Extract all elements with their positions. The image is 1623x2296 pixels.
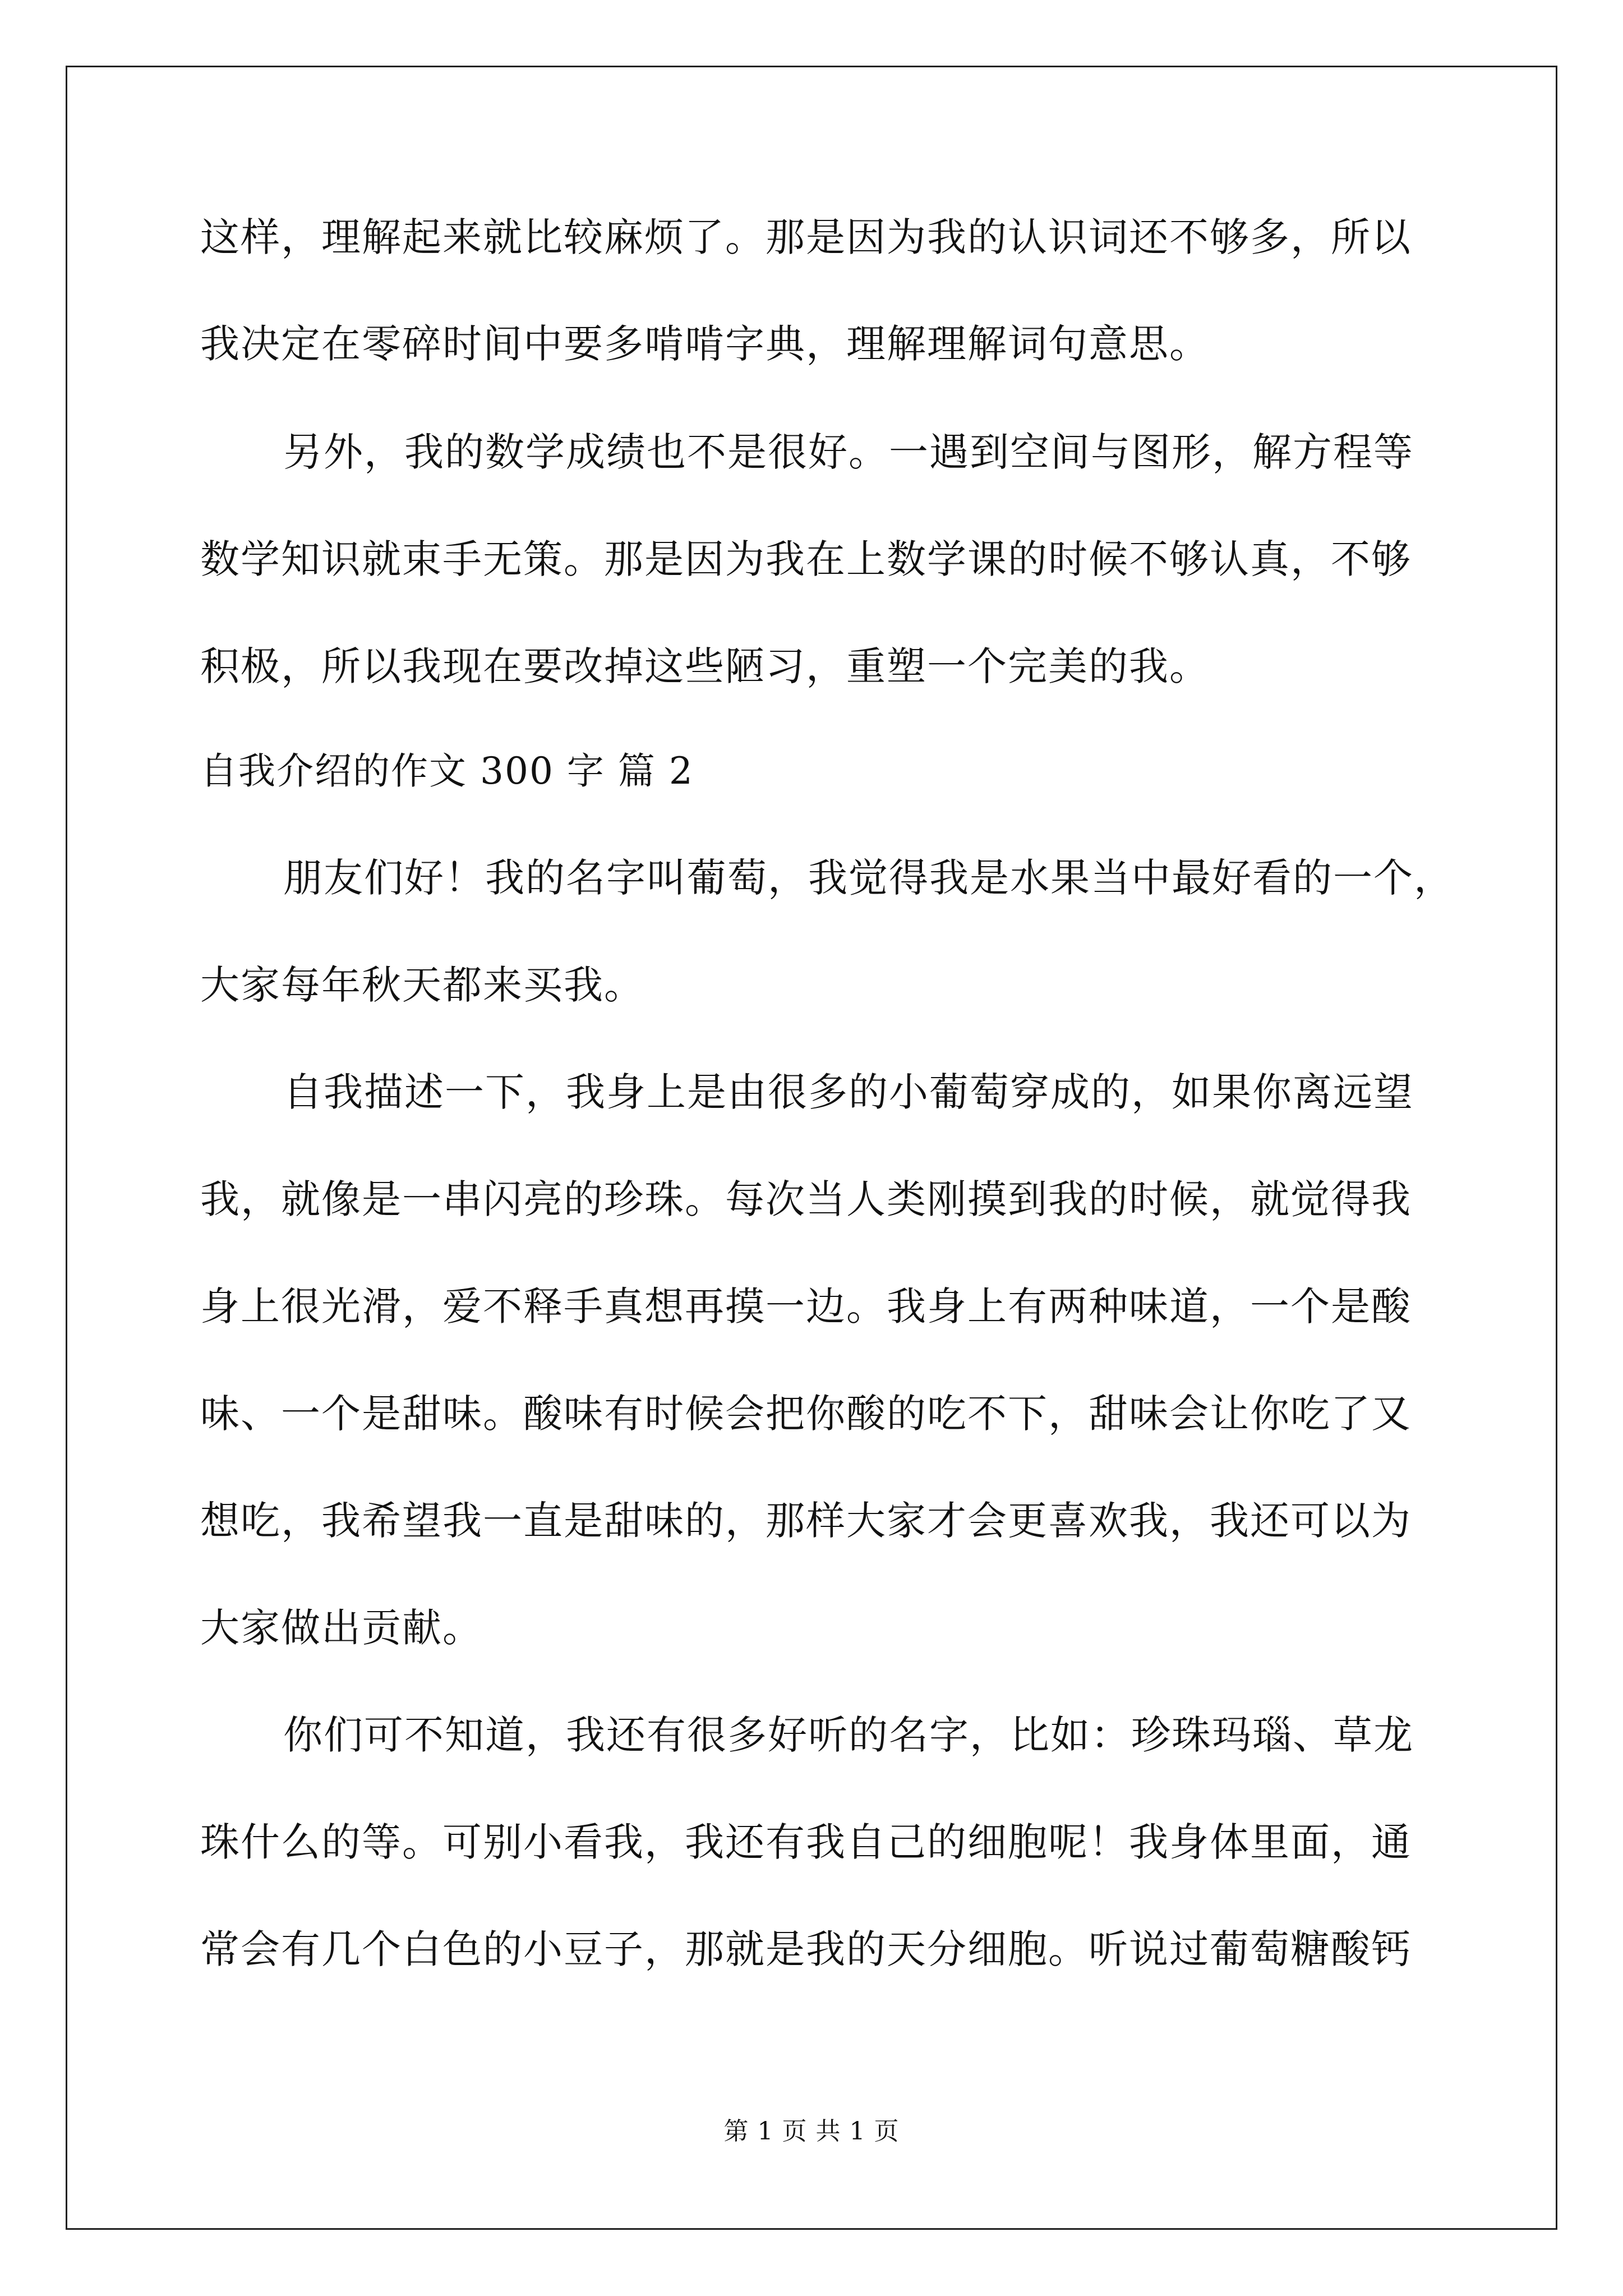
text-line: 我决定在零碎时间中要多啃啃字典，理解理解词句意思。 — [200, 321, 1210, 367]
text-line: 数学知识就束手无策。那是因为我在上数学课的时候不够认真，不够 — [200, 536, 1412, 582]
text-line: 这样，理解起来就比较麻烦了。那是因为我的认识词还不够多，所以 — [200, 214, 1412, 260]
text-line: 常会有几个白色的小豆子，那就是我的天分细胞。听说过葡萄糖酸钙 — [200, 1926, 1412, 1972]
page-border — [66, 66, 1557, 2230]
text-line: 自我描述一下，我身上是由很多的小葡萄穿成的，如果你离远望 — [283, 1069, 1414, 1115]
section-heading: 自我介绍的作文 300 字 篇 2 — [200, 749, 694, 793]
text-line: 味、一个是甜味。酸味有时候会把你酸的吃不下，甜味会让你吃了又 — [200, 1391, 1412, 1437]
text-line: 想吃，我希望我一直是甜味的，那样大家才会更喜欢我，我还可以为 — [200, 1498, 1412, 1544]
text-line: 朋友们好！我的名字叫葡萄，我觉得我是水果当中最好看的一个， — [283, 855, 1454, 901]
text-line: 我，就像是一串闪亮的珍珠。每次当人类刚摸到我的时候，就觉得我 — [200, 1176, 1412, 1222]
text-line: 身上很光滑，爱不释手真想再摸一边。我身上有两种味道，一个是酸 — [200, 1283, 1412, 1329]
text-line: 珠什么的等。可别小看我，我还有我自己的细胞呢！我身体里面，通 — [200, 1819, 1412, 1865]
text-line: 你们可不知道，我还有很多好听的名字，比如：珍珠玛瑙、草龙 — [283, 1712, 1414, 1758]
text-line: 大家每年秋天都来买我。 — [200, 962, 644, 1008]
text-line: 另外，我的数学成绩也不是很好。一遇到空间与图形，解方程等 — [283, 429, 1414, 475]
text-line: 积极，所以我现在要改掉这些陋习，重塑一个完美的我。 — [200, 643, 1210, 689]
text-line: 大家做出贡献。 — [200, 1605, 483, 1651]
page-footer: 第 1 页 共 1 页 — [723, 2117, 900, 2146]
